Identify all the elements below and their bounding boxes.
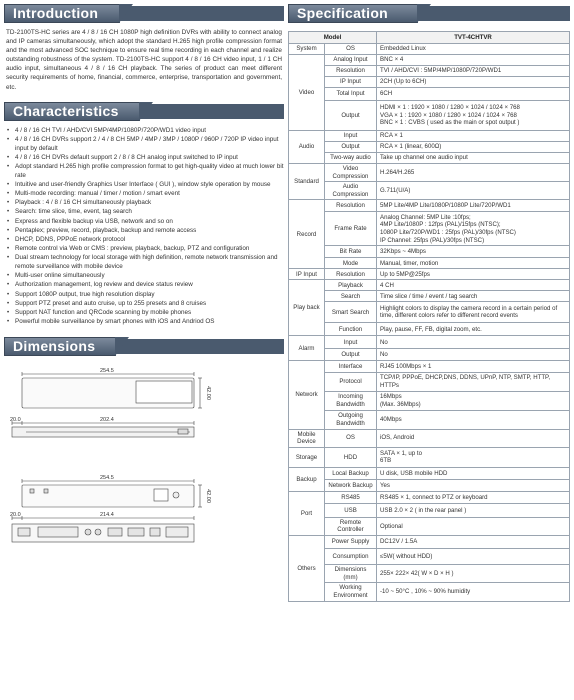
spec-label: Input xyxy=(325,131,377,142)
characteristics-list xyxy=(4,127,284,327)
spec-row xyxy=(289,536,570,549)
spec-row xyxy=(289,142,570,153)
spec-value: 6CH xyxy=(377,88,570,101)
spec-category: Network xyxy=(289,361,325,429)
introduction-text: TD-2100TS-HC series are 4 / 8 / 16 CH 1080P high definition DVRs with ability to connect analog and IP cameras simultaneously, which adopt the standard H.265 high profile compression format and the most advanced SOC technique to ensure real time recording in each channel and realize outstanding robustness of the system. TD-2100TS-HC support 4 / 8 / 16 CH video input, 1 / 1 CH audio input, simultaneous 4 / 8 / 16 CH playback. The series of product can meet different security requirements of home, financial, commerce, enterprise, transportation and government, etc. xyxy=(6,29,282,91)
spec-category: IP Input xyxy=(289,269,325,280)
spec-row xyxy=(289,44,570,55)
characteristic-item xyxy=(4,272,284,281)
spec-row xyxy=(289,565,570,583)
spec-label: Remote Controller xyxy=(325,517,377,535)
front-view-drawing xyxy=(12,421,194,437)
bullet-icon: • xyxy=(7,300,10,307)
spec-label: Power Supply xyxy=(325,536,377,549)
bullet-icon: • xyxy=(7,200,10,207)
spec-category: Record xyxy=(289,200,325,269)
spec-value: No xyxy=(377,336,570,349)
characteristic-text: 4 / 8 / 16 CH TVI / AHD/CVI 5MP/4MP/1080P/720P/WD1 video input xyxy=(15,126,206,134)
characteristic-item xyxy=(4,199,284,208)
spec-value: USB 2.0 × 2 ( in the rear panel ) xyxy=(377,503,570,517)
spec-row xyxy=(289,491,570,503)
dim-side-width: 254.5 xyxy=(100,475,114,482)
spec-row xyxy=(289,302,570,323)
spec-value: RJ45 100Mbps × 1 xyxy=(377,361,570,373)
spec-label: Protocol xyxy=(325,373,377,391)
spec-body xyxy=(289,44,570,602)
spec-row xyxy=(289,164,570,182)
spec-category: Mobile Device xyxy=(289,429,325,447)
spec-value: HDMI × 1 : 1920 × 1080 / 1280 × 1024 / 1024 × 768 VGA × 1 : 1920 × 1080 / 1280 × 1024 / 1024 × 768 BNC × 1 : CVBS ( used as the main or spot output ) xyxy=(377,101,570,131)
spec-label: Dimensions (mm) xyxy=(325,565,377,583)
characteristic-item xyxy=(4,190,284,199)
spec-value: -10 ~ 50°C , 10% ~ 90% humidity xyxy=(377,583,570,601)
side-view-drawing xyxy=(22,479,202,507)
spec-category: Standard xyxy=(289,164,325,200)
spec-label: OS xyxy=(325,44,377,55)
spec-label: USB xyxy=(325,503,377,517)
spec-row xyxy=(289,77,570,88)
spec-row xyxy=(289,55,570,66)
spec-row xyxy=(289,131,570,142)
spec-category: Backup xyxy=(289,467,325,491)
spec-value: TVI / AHD/CVI : 5MP/4MP/1080P/720P/WD1 xyxy=(377,66,570,77)
characteristic-text: Authorization management, log review and device status review xyxy=(15,281,193,289)
spec-category: System xyxy=(289,44,325,55)
spec-row xyxy=(289,583,570,601)
spec-row xyxy=(289,182,570,200)
top-view-drawing xyxy=(22,372,202,408)
introduction-title: Introduction xyxy=(13,5,99,22)
dim-top-height: 42.00 xyxy=(205,386,211,401)
dim-bottom-left: 20.0 xyxy=(10,512,21,519)
spec-label: Output xyxy=(325,142,377,153)
characteristic-text: Support NAT function and QRCode scanning by mobile phones xyxy=(15,308,192,316)
spec-row xyxy=(289,212,570,246)
spec-label: Consumption xyxy=(325,549,377,565)
characteristic-item xyxy=(4,163,284,180)
spec-label: Output xyxy=(325,349,377,361)
characteristic-text: Adopt standard H.265 high profile compression format to get high-quality video at much lower bit rate xyxy=(15,162,284,179)
characteristic-item xyxy=(4,181,284,190)
spec-value: Analog Channel: 5MP Lite :10fps; 4MP Lite/1080P : 12fps (PAL)/15fps (NTSC); 1080P Lite/720P/WD1 : 25fps (PAL)/30fps (NTSC) IP Channel: 25fps (PAL)/30fps (NTSC) xyxy=(377,212,570,246)
spec-row xyxy=(289,373,570,391)
spec-label: Working Environment xyxy=(325,583,377,601)
bullet-icon: • xyxy=(7,218,10,225)
bullet-icon: • xyxy=(7,273,10,280)
characteristic-text: Multi-user online simultaneously xyxy=(15,272,105,280)
characteristic-item xyxy=(4,154,284,163)
characteristic-text: Support 1080P output, true high resolution display xyxy=(15,290,155,298)
characteristics-header xyxy=(4,102,284,121)
spec-row xyxy=(289,101,570,131)
dim-side-height: 42.00 xyxy=(205,489,211,504)
spec-value: 2CH (Up to 6CH) xyxy=(377,77,570,88)
spec-value: iOS, Android xyxy=(377,429,570,447)
bullet-icon: • xyxy=(7,319,10,326)
characteristic-text: 4 / 8 / 16 CH DVRs default support 2 / 8 / 8 CH analog input switched to IP input xyxy=(15,153,238,161)
characteristic-item xyxy=(4,227,284,236)
spec-value: G.711(U/A) xyxy=(377,182,570,200)
spec-label: Function xyxy=(325,323,377,336)
spec-label: Resolution xyxy=(325,66,377,77)
spec-category: Storage xyxy=(289,447,325,467)
spec-value: RS485 × 1, connect to PTZ or keyboard xyxy=(377,491,570,503)
bullet-icon: • xyxy=(7,209,10,216)
spec-value: Play, pause, FF, FB, digital zoom, etc. xyxy=(377,323,570,336)
spec-value: BNC × 4 xyxy=(377,55,570,66)
right-column xyxy=(288,4,570,602)
spec-value: Highlight colors to display the camera record in a certain period of time, different colors refer to different record events xyxy=(377,302,570,323)
characteristic-text: 4 / 8 / 16 CH DVRs support 2 / 4 / 8 CH 5MP / 4MP / 3MP / 1080P / 960P / 720P IP video input input by default xyxy=(15,135,279,152)
bullet-icon: • xyxy=(7,227,10,234)
spec-label: Playback xyxy=(325,280,377,291)
bullet-icon: • xyxy=(7,190,10,197)
dim-front-width: 202.4 xyxy=(100,417,114,424)
dim-bottom-width: 214.4 xyxy=(100,512,114,519)
spec-row xyxy=(289,503,570,517)
spec-row xyxy=(289,323,570,336)
spec-row xyxy=(289,153,570,164)
characteristic-item xyxy=(4,300,284,309)
spec-row xyxy=(289,200,570,212)
spec-value: 40Mbps xyxy=(377,410,570,429)
spec-value: SATA × 1, up to 6TB xyxy=(377,447,570,467)
spec-row xyxy=(289,447,570,467)
spec-row xyxy=(289,517,570,535)
characteristic-item xyxy=(4,136,284,153)
spec-label: Incoming Bandwidth xyxy=(325,391,377,410)
spec-row xyxy=(289,549,570,565)
bullet-icon: • xyxy=(7,291,10,298)
spec-label: Smart Search xyxy=(325,302,377,323)
spec-label: Input xyxy=(325,336,377,349)
characteristic-item xyxy=(4,236,284,245)
spec-label: IP Input xyxy=(325,77,377,88)
spec-row xyxy=(289,410,570,429)
spec-value: Manual, timer, motion xyxy=(377,258,570,269)
characteristic-text: Dual stream technology for local storage with high definition, remote network transmission and remote surveillance with mobile device xyxy=(15,254,278,270)
spec-category: Others xyxy=(289,536,325,601)
spec-header-row xyxy=(289,32,570,44)
introduction-header xyxy=(4,4,284,23)
characteristic-item xyxy=(4,291,284,300)
spec-value: RCA × 1 (linear, 600Ω) xyxy=(377,142,570,153)
spec-value: Time slice / time / event / tag search xyxy=(377,291,570,302)
spec-label: OS xyxy=(325,429,377,447)
spec-category: Audio xyxy=(289,131,325,164)
spec-label: Frame Rate xyxy=(325,212,377,246)
bullet-icon: • xyxy=(7,236,10,243)
dimensions-title: Dimensions xyxy=(13,338,96,355)
spec-label: Analog Input xyxy=(325,55,377,66)
bullet-icon: • xyxy=(7,163,10,170)
spec-row xyxy=(289,361,570,373)
characteristic-item xyxy=(4,254,284,271)
spec-value: 32Kbps ~ 4Mbps xyxy=(377,246,570,258)
characteristic-text: Remote control via Web or CMS : preview, playback, backup, PTZ and configuration xyxy=(15,245,250,253)
characteristic-item xyxy=(4,318,284,327)
spec-label: Audio Compression xyxy=(325,182,377,200)
characteristic-text: Support PTZ preset and auto cruise, up to 255 presets and 8 cruises xyxy=(15,299,207,307)
specification-table xyxy=(288,31,570,602)
characteristic-text: DHCP, DDNS, PPPoE network protocol xyxy=(15,235,126,243)
spec-label: Local Backup xyxy=(325,467,377,479)
spec-row xyxy=(289,66,570,77)
spec-value: U disk, USB mobile HDD xyxy=(377,467,570,479)
characteristic-text: Express and flexible backup via USB, network and so on xyxy=(15,217,173,225)
characteristic-text: Intuitive and user-friendly Graphics User Interface ( GUI ), window style operation by mouse xyxy=(15,180,271,188)
bullet-icon: • xyxy=(7,136,10,143)
spec-row xyxy=(289,258,570,269)
dimension-drawing xyxy=(4,366,284,576)
bullet-icon: • xyxy=(7,154,10,161)
spec-category: Video xyxy=(289,55,325,131)
spec-category: Alarm xyxy=(289,336,325,361)
spec-row xyxy=(289,429,570,447)
bullet-icon: • xyxy=(7,181,10,188)
spec-row xyxy=(289,280,570,291)
spec-value: 5MP Lite/4MP Lite/1080P/1080P Lite/720P/WD1 xyxy=(377,200,570,212)
spec-row xyxy=(289,269,570,280)
bullet-icon: • xyxy=(7,246,10,253)
spec-header-value: TVT-4CHTVR xyxy=(377,32,570,44)
characteristic-item xyxy=(4,218,284,227)
specification-header xyxy=(288,4,570,23)
left-column xyxy=(4,4,284,576)
characteristic-item xyxy=(4,208,284,217)
characteristic-text: Powerful mobile surveillance by smart phones with iOS and Andriod OS xyxy=(15,318,215,326)
spec-label: RS485 xyxy=(325,491,377,503)
spec-label: Network Backup xyxy=(325,479,377,491)
spec-row xyxy=(289,246,570,258)
characteristic-text: Multi-mode recording: manual / timer / motion / smart event xyxy=(15,189,180,197)
characteristic-text: Search: time slice, time, event, tag search xyxy=(15,208,132,216)
bullet-icon: • xyxy=(7,309,10,316)
spec-label: Interface xyxy=(325,361,377,373)
characteristics-title: Characteristics xyxy=(13,102,119,119)
spec-label: Outgoing Bandwidth xyxy=(325,410,377,429)
spec-category: Play back xyxy=(289,280,325,336)
spec-label: Two-way audio xyxy=(325,153,377,164)
characteristic-item xyxy=(4,127,284,136)
spec-value: 255× 222× 42( W × D × H ) xyxy=(377,565,570,583)
spec-label: Total Input xyxy=(325,88,377,101)
spec-label: Resolution xyxy=(325,200,377,212)
spec-label: Bit Rate xyxy=(325,246,377,258)
bullet-icon: • xyxy=(7,127,10,134)
spec-value: Yes xyxy=(377,479,570,491)
specification-title: Specification xyxy=(297,5,389,22)
spec-label: HDD xyxy=(325,447,377,467)
characteristic-text: Playback : 4 / 8 / 16 CH simultaneously playback xyxy=(15,199,152,207)
spec-row xyxy=(289,88,570,101)
characteristic-item xyxy=(4,281,284,290)
rear-view-drawing xyxy=(12,516,194,542)
spec-header-model: Model xyxy=(289,32,377,44)
characteristic-text: Pentaplex; preview, record, playback, backup and remote access xyxy=(15,226,197,234)
bullet-icon: • xyxy=(7,282,10,289)
characteristic-item xyxy=(4,245,284,254)
spec-value: 4 CH xyxy=(377,280,570,291)
dim-front-left: 20.0 xyxy=(10,417,21,424)
dimensions-header xyxy=(4,337,284,356)
spec-value: Embedded Linux xyxy=(377,44,570,55)
spec-category: Port xyxy=(289,491,325,535)
spec-label: Resolution xyxy=(325,269,377,280)
spec-row xyxy=(289,391,570,410)
bullet-icon: • xyxy=(7,255,10,262)
spec-label: Mode xyxy=(325,258,377,269)
spec-value: Optional xyxy=(377,517,570,535)
spec-value: RCA × 1 xyxy=(377,131,570,142)
spec-row xyxy=(289,291,570,302)
spec-value: Take up channel one audio input xyxy=(377,153,570,164)
spec-row xyxy=(289,467,570,479)
spec-value: TCP/IP, PPPoE, DHCP,DNS, DDNS, UPnP, NTP, SMTP, HTTP, HTTPs xyxy=(377,373,570,391)
spec-value: No xyxy=(377,349,570,361)
spec-value: DC12V / 1.5A xyxy=(377,536,570,549)
spec-value: Up to 5MP@25fps xyxy=(377,269,570,280)
dim-top-width: 254.5 xyxy=(100,368,114,375)
spec-row xyxy=(289,336,570,349)
spec-value: 16Mbps (Max. 36Mbps) xyxy=(377,391,570,410)
spec-row xyxy=(289,349,570,361)
spec-label: Output xyxy=(325,101,377,131)
spec-label: Search xyxy=(325,291,377,302)
spec-value: ≤5W( without HDD) xyxy=(377,549,570,565)
dimensions-drawings xyxy=(4,366,284,576)
characteristic-item xyxy=(4,309,284,318)
spec-row xyxy=(289,479,570,491)
spec-value: H.264/H.265 xyxy=(377,164,570,182)
spec-label: Video Compression xyxy=(325,164,377,182)
